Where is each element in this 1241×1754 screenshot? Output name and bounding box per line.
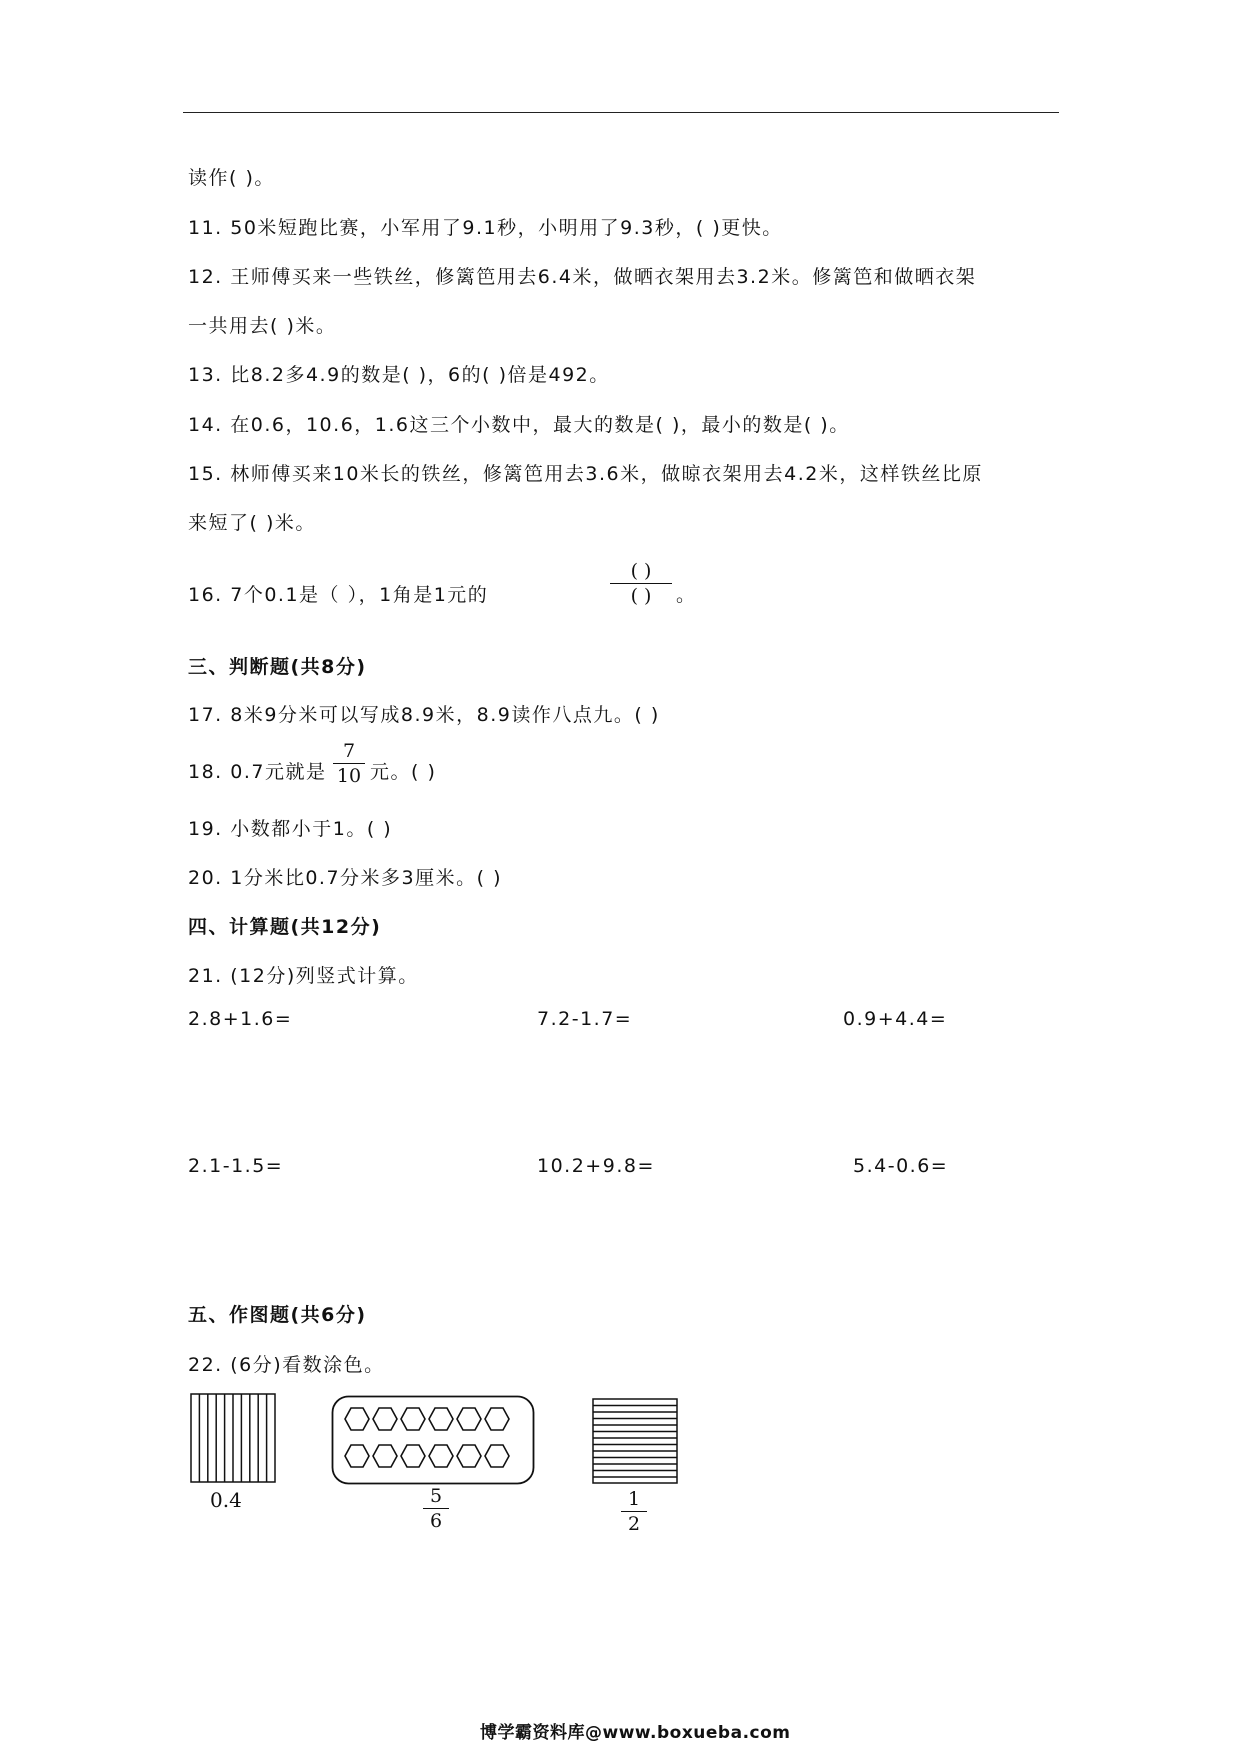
question-15-line2: 来短了( )米。 [188, 512, 316, 534]
section-3-title: 三、判断题(共8分) [188, 656, 367, 678]
question-16: 16. 7个0.1是（ ），1角是1元的 [188, 584, 489, 606]
calc-expression: 7.2-1.7= [537, 1008, 633, 1030]
question-20: 20. 1分米比0.7分米多3厘米。( ) [188, 867, 503, 889]
calc-expression: 5.4-0.6= [853, 1155, 949, 1177]
vertical-stripes-figure [190, 1393, 276, 1483]
question-14: 14. 在0.6，10.6，1.6这三个小数中，最大的数是( )，最小的数是( )。 [188, 414, 850, 436]
footer-watermark: 博学霸资料库@www.boxueba.com [480, 1723, 791, 1743]
section-5-title: 五、作图题(共6分) [188, 1304, 367, 1326]
question-15-line1: 15. 林师傅买来10米长的铁丝，修篱笆用去3.6米，做晾衣架用去4.2米，这样铁丝比原 [188, 463, 983, 485]
fraction-denominator: ( ) [630, 585, 652, 607]
q16-fraction [610, 560, 672, 607]
question-18-part1: 18. 0.7元就是 [188, 761, 327, 783]
question-13: 13. 比8.2多4.9的数是( )，6的( )倍是492。 [188, 364, 610, 386]
fraction-bar [423, 1508, 449, 1509]
question-19: 19. 小数都小于1。( ) [188, 818, 393, 840]
fraction-numerator: 5 [429, 1485, 443, 1507]
calc-expression: 0.9+4.4= [843, 1008, 948, 1030]
fraction-bar [610, 583, 672, 584]
fraction-bar [621, 1511, 647, 1512]
question-22: 22. (6分)看数涂色。 [188, 1354, 385, 1376]
vertical-stripes-caption: 0.4 [210, 1488, 242, 1512]
hexagon-figure [331, 1395, 535, 1485]
question-21: 21. (12分)列竖式计算。 [188, 965, 419, 987]
question-18-part2: 元。( ) [370, 761, 437, 783]
calc-expression: 2.1-1.5= [188, 1155, 284, 1177]
fraction-denominator: 10 [336, 765, 362, 787]
q10-continuation: 读作( )。 [188, 167, 275, 189]
hexagon-caption-fraction [423, 1485, 449, 1532]
section-4-title: 四、计算题(共12分) [188, 916, 382, 938]
calc-expression: 2.8+1.6= [188, 1008, 293, 1030]
fraction-denominator: 2 [627, 1513, 641, 1535]
fraction-bar [333, 763, 365, 764]
calc-expression: 10.2+9.8= [537, 1155, 655, 1177]
question-17: 17. 8米9分米可以写成8.9米，8.9读作八点九。( ) [188, 704, 660, 726]
fraction-denominator: 6 [429, 1510, 443, 1532]
question-12-line2: 一共用去( )米。 [188, 315, 337, 337]
fraction-numerator: 7 [342, 740, 356, 762]
q16-end: 。 [676, 584, 697, 606]
question-11: 11. 50米短跑比赛，小军用了9.1秒，小明用了9.3秒，( )更快。 [188, 217, 783, 239]
header-rule [183, 112, 1059, 113]
horizontal-stripes-caption-fraction [621, 1488, 647, 1535]
fraction-numerator: 1 [627, 1488, 641, 1510]
q18-fraction [333, 740, 365, 787]
horizontal-stripes-figure [592, 1398, 678, 1484]
question-12-line1: 12. 王师傅买来一些铁丝，修篱笆用去6.4米，做晒衣架用去3.2米。修篱笆和做晒衣架 [188, 266, 977, 288]
fraction-numerator: ( ) [630, 560, 652, 582]
